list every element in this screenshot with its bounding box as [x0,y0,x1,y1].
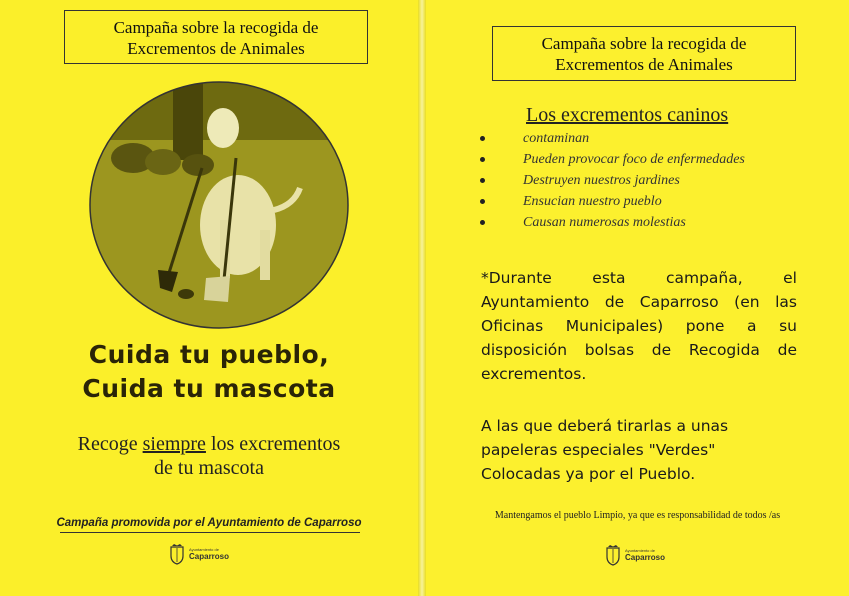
slogan-line2: Cuida tu mascota [82,374,336,403]
campaign-paragraph: *Durante esta campaña, el Ayuntamiento de Caparroso (en las Oficinas Municipales) pone a su disposición bolsas de Recogida de excrementos. [481,269,797,383]
list-item: Destruyen nuestros jardines [480,170,745,191]
footer-text: Mantengamos el pueblo Limpio, ya que es responsabilidad de todos /as [494,510,781,521]
right-title-box [492,26,796,81]
list-item: Ensucian nuestro pueblo [480,191,745,212]
dog-cleaning-photo [88,80,350,330]
recoge-emphasis: siempre [142,433,206,455]
effects-list [480,128,745,233]
list-item: contaminan [480,128,745,149]
left-title-line1: Campaña sobre la recogida de [113,18,319,37]
recoge-line2: de tu mascota [154,457,264,479]
bullet-icon [480,157,485,162]
bullet-icon [480,136,485,141]
coat-of-arms-icon [604,544,622,566]
list-item: Pueden provocar foco de enfermedades [480,149,745,170]
bullet-icon [480,199,485,204]
left-municipal-logo [168,543,229,565]
list-item: Causan numerosas molestias [480,212,745,233]
left-title-line2: Excrementos de Animales [127,39,305,58]
right-logo-name: Caparroso [625,553,666,562]
right-flyer-page [426,0,849,596]
right-title-line1: Campaña sobre la recogida de [541,34,747,53]
left-title-box [64,10,368,64]
promo-text: Campaña promovida por el Ayuntamiento de Caparroso [56,517,362,529]
bins-paragraph: A las que deberá tirarlas a unas papeleras especiales "Verdes" Colocadas ya por el Pueblo. [481,417,729,483]
left-flyer-page [0,0,418,596]
bullet-icon [480,178,485,183]
left-logo-small-text: Ayuntamiento de [189,547,219,552]
coat-of-arms-icon [168,543,186,565]
recoge-post: los excrementos [205,433,341,455]
section-heading: Los excrementos caninos [526,104,729,126]
recoge-pre: Recoge [77,433,143,455]
left-logo-name: Caparroso [189,552,230,561]
right-logo-small-text: Ayuntamiento de [625,548,655,553]
recoge-text [0,432,418,480]
right-title-line2: Excrementos de Animales [555,55,733,74]
right-municipal-logo [604,544,665,566]
slogan-line1: Cuida tu pueblo, [88,340,330,369]
bullet-icon [480,220,485,225]
promo-underline [60,532,360,533]
page-fold [418,0,426,596]
